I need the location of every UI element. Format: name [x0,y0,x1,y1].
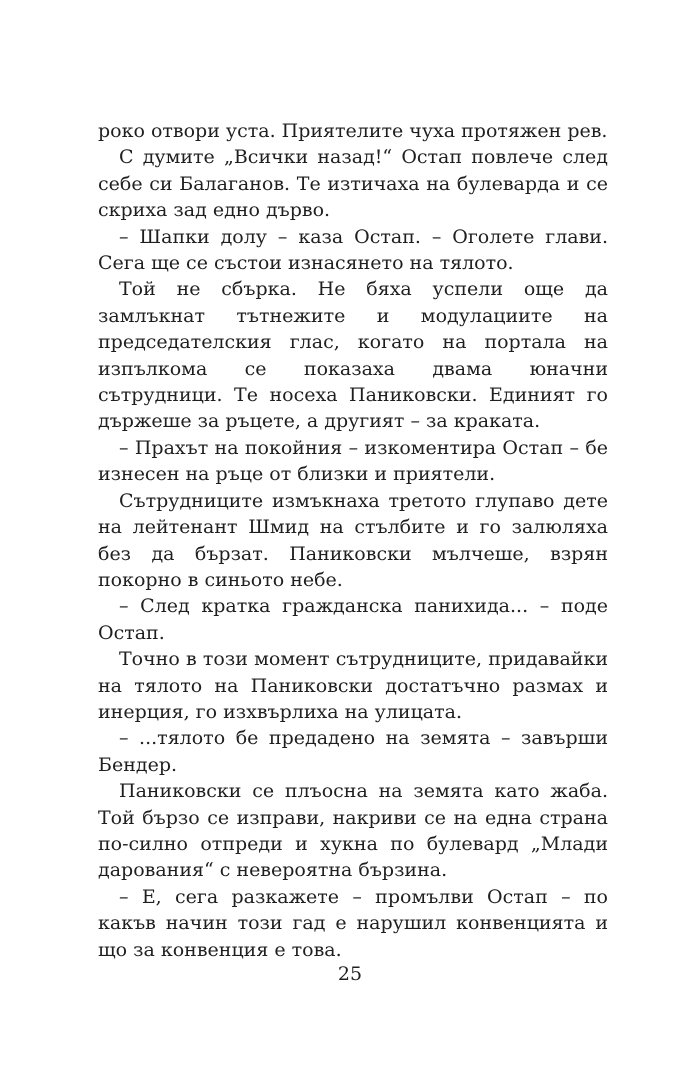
paragraph: Паниковски се плъосна на земята като жаба. Той бързо се изправи, накриви се на една страна по-силно отпреди и хукна по булевард „Млади дарования“ с невероятна бързина. [98,780,608,882]
dialogue-paragraph: – След кратка гражданска панихида... – поде Остап. [98,595,608,644]
body-text [98,118,608,963]
dialogue-paragraph: – Шапки долу – каза Остап. – Оголете глави. Сега ще се състои изнасянето на тялото. [98,225,608,275]
dialogue-paragraph: – Е, сега разкажете – промълви Остап – по какъв начин този гад е нарушил конвенцията и що за конвенция е това. [98,885,608,961]
paragraph: Сътрудниците измъкнаха третото глупаво дете на лейтенант Шмид на стълбите и го залюляха без да бързат. Паниковски мълчеше, взрян покорно в синьото небе. [98,489,608,591]
paragraph: С думите „Всички назад!“ Остап повлече след себе си Балаганов. Те изтичаха на булеварда и се скриха зад едно дърво. [98,146,608,222]
dialogue-paragraph: – ...тялото бе предадено на земята – завърши Бендер. [98,727,608,776]
page-number: 25 [337,963,363,985]
paragraph: Той не сбърка. Не бяха успели още да замлъкнат тътнежите и модулациите на председателския глас, когато на портала на изпълкома се показаха двама юначни сътрудници. Те носеха Паниковски. Единият го държеше за ръцете, а другият – за краката. [98,278,608,433]
paragraph-continuation: роко отвори уста. Приятелите чуха протяжен рев. [98,120,608,142]
paragraph: Точно в този момент сътрудниците, придавайки на тялото на Паниковски достатъчно размах и инерция, го изхвърлиха на улицата. [98,648,608,723]
dialogue-paragraph: – Прахът на покойния – изкоментира Остап – бе изнесен на ръце от близки и приятели. [98,436,608,486]
